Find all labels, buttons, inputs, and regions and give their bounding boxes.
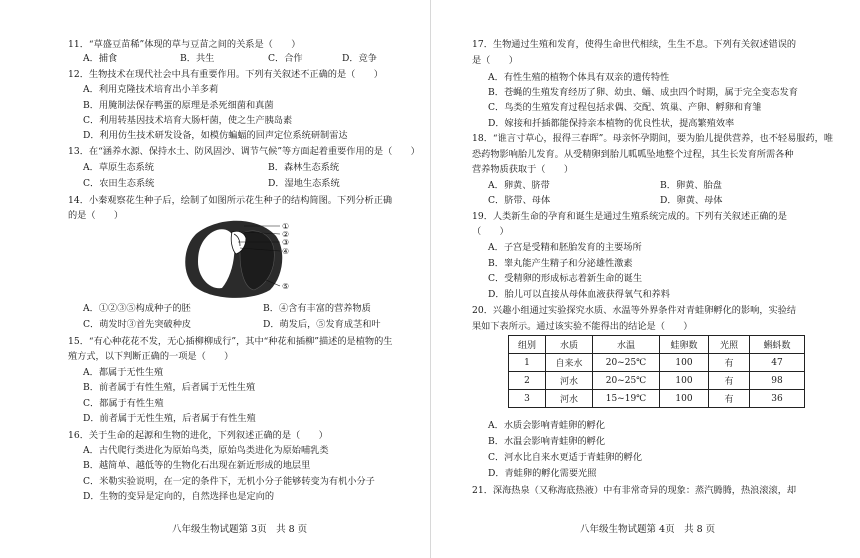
peanut-seed-figure [180, 218, 330, 300]
question-17-option-d: D．嫁接和扦插都能保持亲本植物的优良性状，提高繁殖效率 [488, 118, 735, 129]
question-13-option-b: B．森林生态系统 [268, 162, 340, 173]
table-header-cell: 蛙卵数 [660, 336, 709, 354]
question-16-stem: 16．关于生命的起源和生物的进化，下列叙述正确的是（ ） [68, 430, 328, 441]
question-13-option-a: A．草原生态系统 [83, 162, 154, 173]
question-20-option-c: C．河水比自来水更适于青蛙卵的孵化 [488, 452, 643, 463]
question-16-option-c: C．米勒实验说明，在一定的条件下，无机小分子能够转变为有机小分子 [83, 476, 375, 487]
question-17-stem: 17．生物通过生殖和发育，使得生命世代相续，生生不息。下列有关叙述错误的 [472, 39, 797, 50]
question-18-option-c: C．脐带、母体 [488, 195, 551, 206]
question-11-option-d: D．竞争 [342, 53, 377, 64]
table-header-cell: 水温 [593, 336, 660, 354]
question-17-stem-cont: 是（ ） [472, 55, 518, 66]
question-11-option-a: A．捕食 [83, 53, 118, 64]
question-17-option-b: B．苍蝇的生殖发育经历了卵、幼虫、蛹、成虫四个时期，属于完全变态发育 [488, 87, 798, 98]
question-12-option-d: D．利用仿生技术研发设备，如模仿蝙蝠的回声定位系统研制雷达 [83, 130, 348, 141]
table-cell: 47 [750, 354, 805, 372]
question-15-option-c: C．都属于有性生殖 [83, 398, 164, 409]
question-19-stem: 19．人类新生命的孕育和诞生是通过生殖系统完成的。下列有关叙述正确的是 [472, 211, 787, 222]
question-15-option-a: A．都属于无性生殖 [83, 367, 164, 378]
question-12-option-a: A．利用克隆技术培育出小羊多莉 [83, 84, 219, 95]
question-17-option-a: A．有性生殖的植物个体具有双亲的遗传特性 [488, 72, 670, 83]
question-12-option-c: C．利用转基因技术培育大肠杆菌，使之生产胰岛素 [83, 115, 293, 126]
exam-page-4 [430, 0, 860, 558]
experiment-table [508, 335, 805, 408]
table-header-cell: 光照 [709, 336, 750, 354]
table-cell: 36 [750, 390, 805, 408]
question-18-stem: 18．“谁言寸草心，报得三春晖”。母亲怀孕期间，要为胎儿提供营养，也不轻易服药，唯 [472, 133, 834, 144]
table-cell: 2 [509, 372, 546, 390]
table-cell: 有 [709, 354, 750, 372]
question-15-stem-cont: 殖方式，以下判断正确的一项是（ ） [68, 351, 234, 362]
question-21-stem: 21．深海热泉（又称海底热液）中有非常奇异的现象：蒸汽腾腾，热浪滚滚，却 [472, 485, 797, 496]
question-15-option-b: B．前者属于有性生殖，后者属于无性生殖 [83, 382, 256, 393]
table-cell: 1 [509, 354, 546, 372]
figure-label-2: ② [282, 230, 290, 239]
question-16-option-b: B．越简单、越低等的生物化石出现在新近形成的地层里 [83, 460, 311, 471]
question-20-option-a: A．水质会影响青蛙卵的孵化 [488, 420, 605, 431]
table-row [509, 354, 805, 372]
question-16-option-a: A．古代爬行类进化为原始鸟类，原始鸟类进化为原始哺乳类 [83, 445, 329, 456]
table-cell: 河水 [546, 372, 593, 390]
question-20-stem-cont: 果如下表所示。通过该实验不能得出的结论是（ ） [472, 321, 693, 332]
table-row [509, 372, 805, 390]
question-18-stem-cont-2: 营养物质获取于（ ） [472, 164, 574, 175]
question-12-option-b: B．用腌制法保存鸭蛋的原理是杀死细菌和真菌 [83, 100, 274, 111]
question-15-stem: 15．“有心种花花不发，无心插柳柳成行”，其中“种花和插柳”描述的是植物的生 [68, 336, 393, 347]
question-13-option-c: C．农田生态系统 [83, 178, 155, 189]
table-cell: 3 [509, 390, 546, 408]
question-16-option-d: D．生物的变异是定向的，自然选择也是定向的 [83, 491, 275, 502]
question-15-option-d: D．前者属于无性生殖，后者属于有性生殖 [83, 413, 256, 424]
question-12-stem: 12．生物技术在现代社会中具有重要作用。下列有关叙述不正确的是（ ） [68, 69, 383, 80]
question-19-option-a: A．子宫是受精和胚胎发育的主要场所 [488, 242, 642, 253]
question-13-option-d: D．湿地生态系统 [268, 178, 340, 189]
table-header-cell: 水质 [546, 336, 593, 354]
table-row [509, 390, 805, 408]
table-cell: 100 [660, 390, 709, 408]
table-header-cell: 蝌蚪数 [750, 336, 805, 354]
figure-label-4: ④ [282, 247, 290, 256]
question-19-option-b: B．睾丸能产生精子和分泌雄性激素 [488, 258, 633, 269]
question-19-stem-cont: （ ） [472, 226, 509, 237]
question-11-option-b: B．共生 [180, 53, 215, 64]
question-14-option-d: D．萌发后，⑤发育成茎和叶 [263, 319, 381, 330]
page-footer-right: 八年级生物试题第 4页 共 8 页 [580, 524, 716, 535]
question-20-option-b: B．水温会影响青蛙卵的孵化 [488, 436, 606, 447]
page-footer-left: 八年级生物试题第 3页 共 8 页 [172, 524, 308, 535]
question-14-stem-cont: 的是（ ） [68, 210, 124, 221]
question-20-option-d: D．青蛙卵的孵化需要光照 [488, 468, 597, 479]
figure-label-3: ③ [282, 238, 290, 247]
table-cell: 20~25℃ [593, 372, 660, 390]
table-cell: 有 [709, 372, 750, 390]
question-14-stem: 14．小秦观察花生种子后，绘制了如图所示花生种子的结构简图。下列分析正确 [68, 195, 393, 206]
question-18-option-b: B．卵黄、胎盘 [660, 180, 722, 191]
figure-label-5: ⑤ [282, 282, 290, 291]
question-19-option-d: D．胎儿可以直接从母体血液获得氧气和养料 [488, 289, 670, 300]
question-11-option-c: C．合作 [268, 53, 303, 64]
question-18-stem-cont: 恐药物影响胎儿发育。从受精卵到胎儿呱呱坠地整个过程，其生长发育所需各种 [472, 149, 794, 160]
table-cell: 自来水 [546, 354, 593, 372]
question-19-option-c: C．受精卵的形成标志着新生命的诞生 [488, 273, 643, 284]
table-header-row [509, 336, 805, 354]
question-20-stem: 20．兴趣小组通过实验探究水质、水温等外界条件对青蛙卵孵化的影响，实验结 [472, 305, 797, 316]
table-cell: 98 [750, 372, 805, 390]
figure-label-1: ① [282, 222, 290, 231]
question-18-option-a: A．卵黄、脐带 [488, 180, 550, 191]
question-13-stem: 13．在“涵养水源、保持水土、防风固沙、调节气候”等方面起着重要作用的是（ ） [68, 146, 420, 157]
question-17-option-c: C．鸟类的生殖发育过程包括求偶、交配、筑巢、产卵、孵卵和育雏 [488, 102, 762, 113]
question-11-stem: 11．“草盛豆苗稀”体现的草与豆苗之间的关系是（ ） [68, 39, 301, 50]
table-cell: 河水 [546, 390, 593, 408]
table-cell: 20~25℃ [593, 354, 660, 372]
question-14-option-c: C．萌发时③首先突破种皮 [83, 319, 192, 330]
table-cell: 15~19℃ [593, 390, 660, 408]
question-14-option-a: A．①②③⑤构成种子的胚 [83, 303, 191, 314]
table-cell: 100 [660, 354, 709, 372]
table-cell: 有 [709, 390, 750, 408]
table-header-cell: 组别 [509, 336, 546, 354]
question-14-option-b: B．④含有丰富的营养物质 [263, 303, 371, 314]
table-cell: 100 [660, 372, 709, 390]
question-18-option-d: D．卵黄、母体 [660, 195, 723, 206]
